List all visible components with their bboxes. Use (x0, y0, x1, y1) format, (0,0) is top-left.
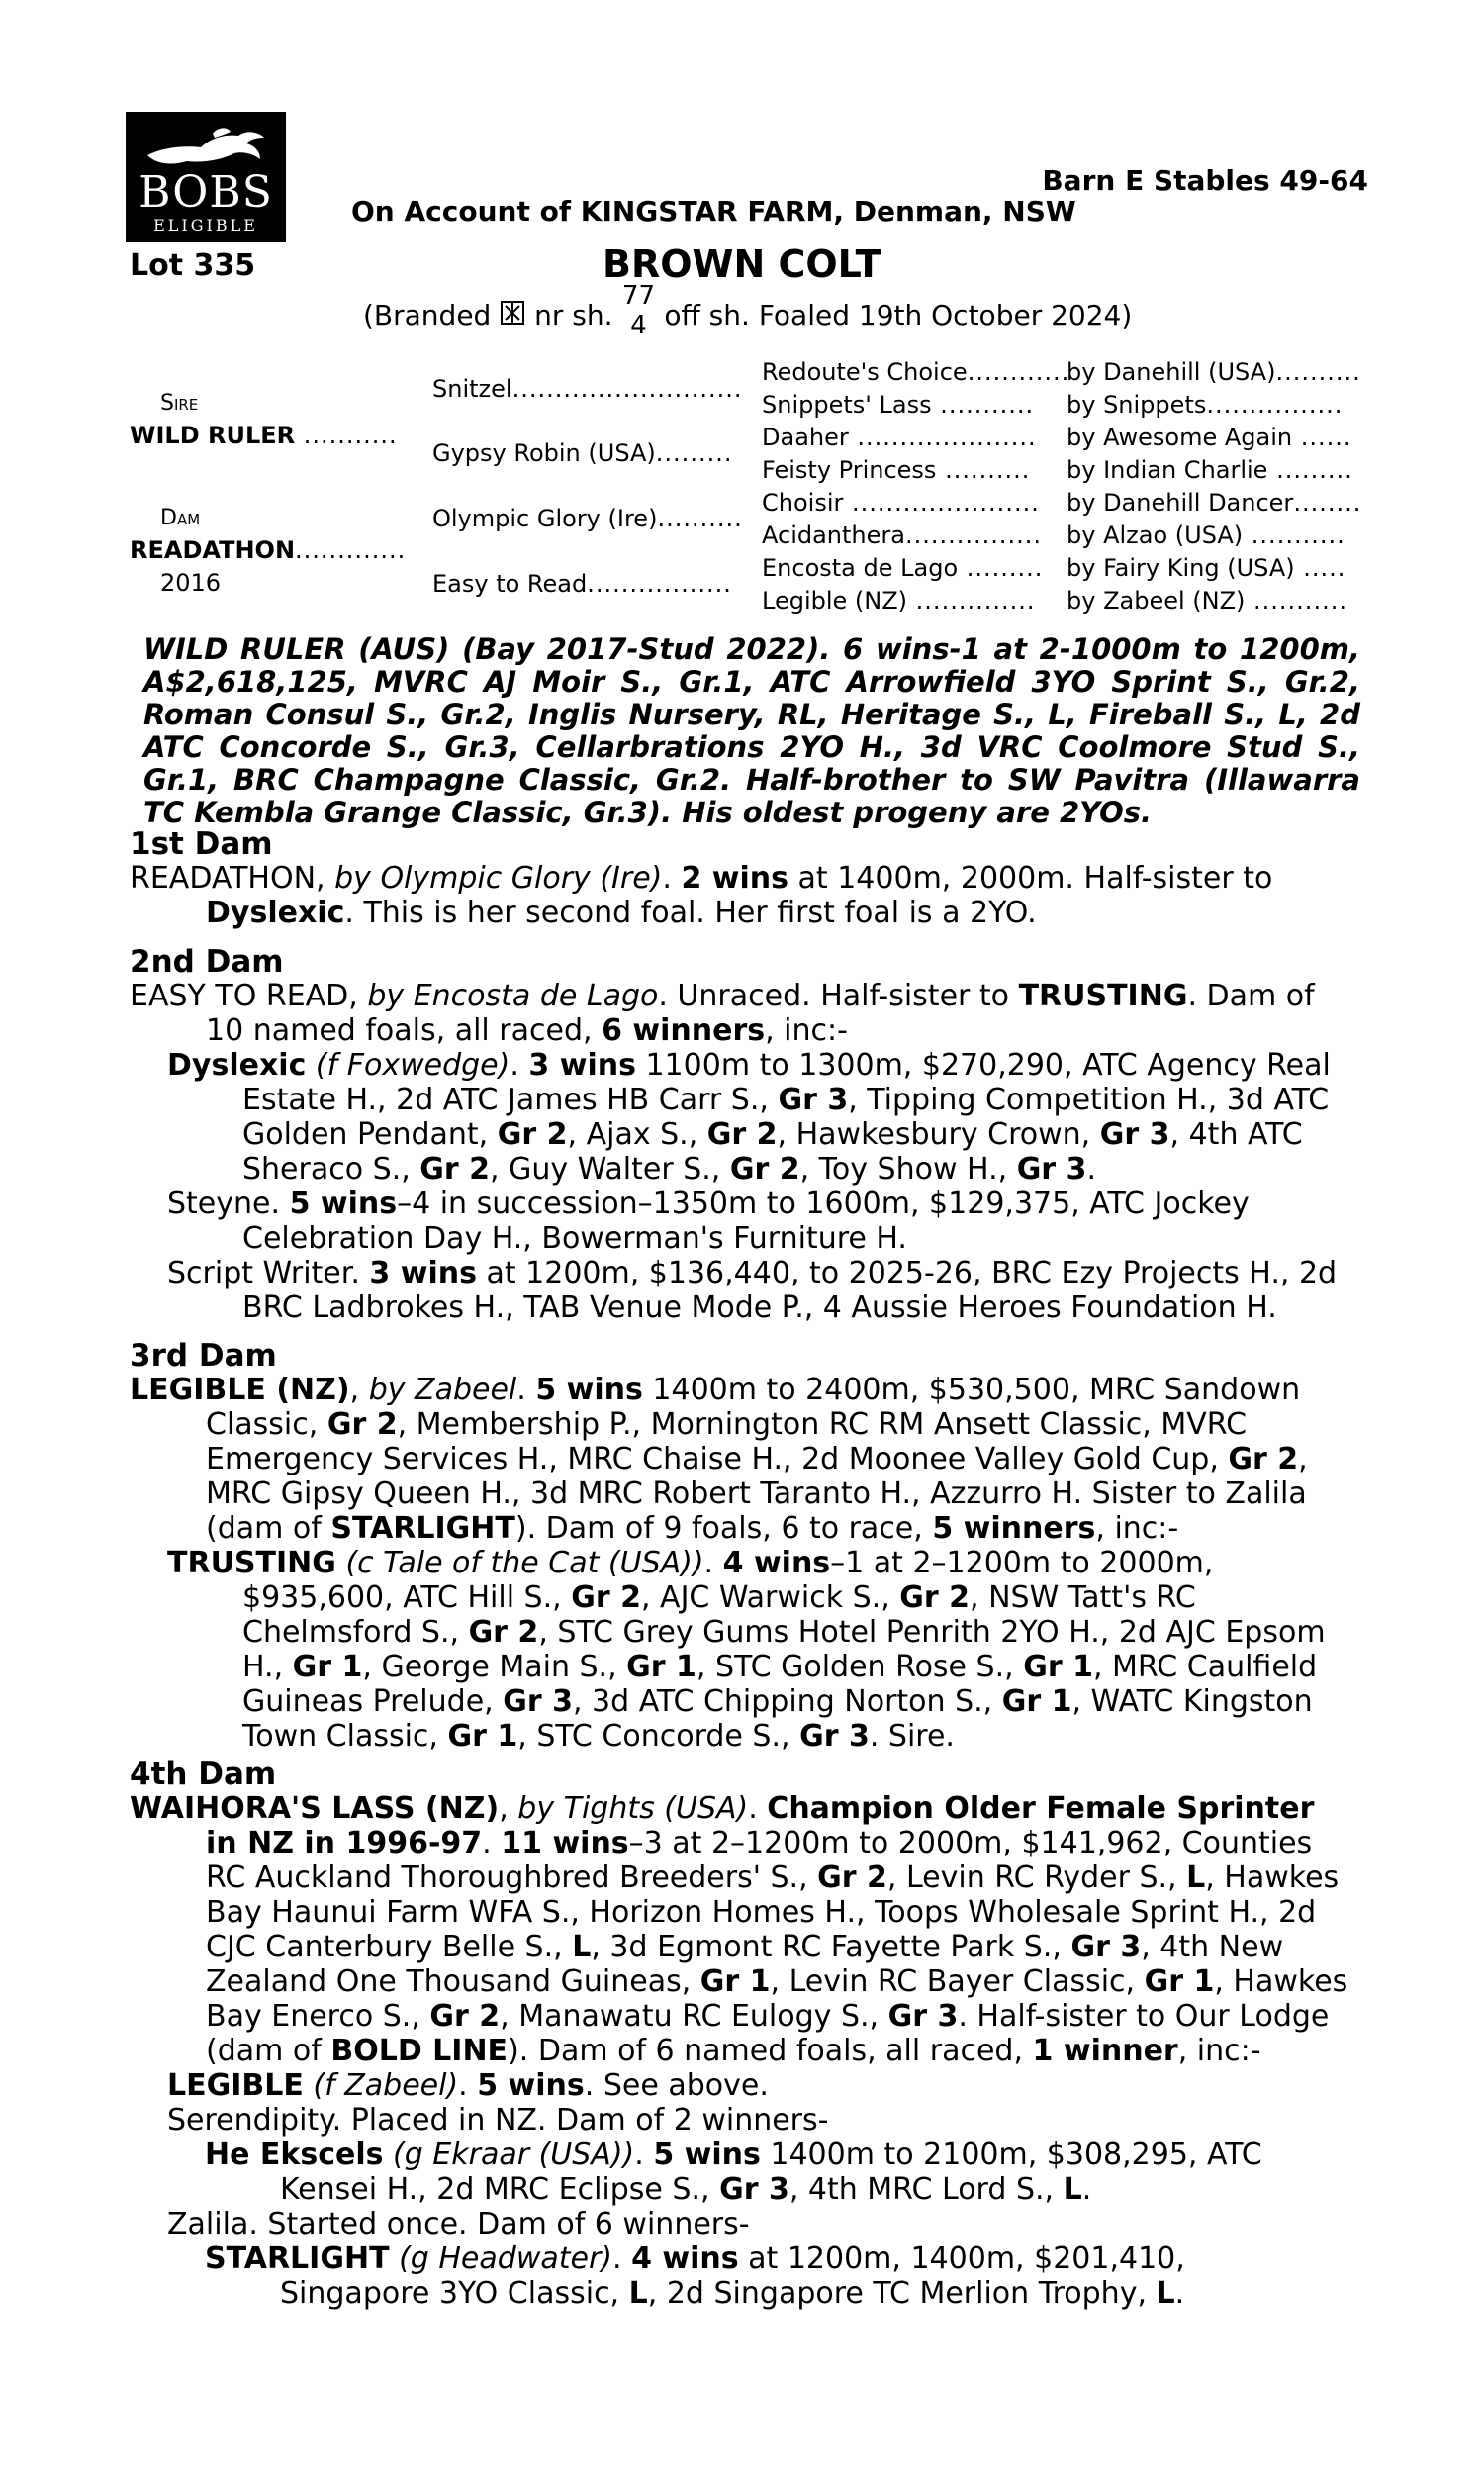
sire-name: WILD RULER ........... (130, 422, 398, 449)
pedigree-gen4-7: by Fairy King (USA) ..... (1067, 554, 1346, 582)
pedigree-gen3-2: Snippets' Lass ........... (762, 391, 1035, 419)
progeny-legible: LEGIBLE (f Zabeel). 5 wins. See above. (167, 2068, 769, 2103)
pedigree-gen3-5: Choisir ...................... (762, 489, 1040, 517)
dam-name: READATHON............. (130, 536, 407, 564)
pedigree-gen3-7: Encosta de Lago ......... (762, 554, 1044, 582)
pedigree-gen4-4: by Indian Charlie ......... (1067, 456, 1353, 484)
dam3-legible: LEGIBLE (NZ), by Zabeel. 5 wins 1400m to 2400m, $530,500, MRC Sandown Classic, Gr 2, Membership P., Mornington RC RM Ansett Classic, MVRC Emergency Services H., MRC Chaise H., 2d Moonee Valley Gold Cup, Gr 2, MRC Gipsy Queen H., 3d MRC Robert Taranto H., Azzurro H. Sister to Zalila (dam of STARLIGHT). Dam of 9 foals, 6 to race, 5 winners, inc:- (130, 1373, 1308, 1546)
progeny-zalila: Zalila. Started once. Dam of 6 winners- (167, 2207, 750, 2241)
brand-off-foaled: off sh. Foaled 19th October 2024) (664, 299, 1133, 332)
horse-jockey-icon (143, 126, 268, 171)
pedigree-gen2-1: Snitzel........................... (432, 375, 743, 403)
progeny-steyne: Steyne. 5 wins–4 in succession–1350m to 1600m, $129,375, ATC Jockey Celebration Day H., Bowerman's Furniture H. (167, 1187, 1250, 1256)
pedigree-gen3-3: Daaher ..................... (762, 424, 1037, 451)
progeny-he-ekscels: He Ekscels (g Ekraar (USA)). 5 wins 1400m to 2100m, $308,295, ATC Kensei H., 2d MRC Eclipse S., Gr 3, 4th MRC Lord S., L. (205, 2138, 1262, 2207)
logo-text-eligible: ELIGIBLE (153, 216, 258, 235)
section-1st-dam: 1st Dam (130, 826, 273, 862)
brand-open: (Branded (363, 299, 492, 332)
pedigree-gen3-6: Acidanthera................ (762, 522, 1043, 549)
pedigree-gen2-4: Easy to Read................. (432, 570, 732, 598)
dam-year: 2016 (160, 569, 222, 597)
dam1-readathon: READATHON, by Olympic Glory (Ire). 2 wins at 1400m, 2000m. Half-sister to Dyslexic. This is her second foal. Her first foal is a 2YO. (130, 861, 1273, 930)
dam4-waihoras-lass: WAIHORA'S LASS (NZ), by Tights (USA). Champion Older Female Sprinter in NZ in 1996-97. 11 wins–3 at 2–1200m to 2000m, $141,962, Counties RC Auckland Thoroughbred Breeders' S., Gr 2, Levin RC Ryder S., L, Hawkes Bay Haunui Farm WFA S., Horizon Homes H., Toops Wholesale Sprint H., 2d CJC Canterbury Belle S., L, 3d Egmont RC Fayette Park S., Gr 3, 4th New Zealand One Thousand Guineas, Gr 1, Levin RC Bayer Classic, Gr 1, Hawkes Bay Enerco S., Gr 2, Manawatu RC Eulogy S., Gr 3. Half-sister to Our Lodge (dam of BOLD LINE). Dam of 6 named foals, all raced, 1 winner, inc:- (130, 1791, 1348, 2068)
progeny-serendipity: Serendipity. Placed in NZ. Dam of 2 winners- (167, 2103, 829, 2138)
pedigree-gen4-5: by Danehill Dancer........ (1067, 489, 1362, 517)
section-3rd-dam: 3rd Dam (130, 1338, 277, 1374)
brand-number (621, 281, 655, 340)
pedigree-gen3-1: Redoute's Choice............ (762, 358, 1070, 386)
section-4th-dam: 4th Dam (130, 1757, 277, 1792)
pedigree-gen2-2: Gypsy Robin (USA)......... (432, 439, 733, 467)
progeny-dyslexic: Dyslexic (f Foxwedge). 3 wins 1100m to 1300m, $270,290, ATC Agency Real Estate H., 2d ATC James HB Carr S., Gr 3, Tipping Competition H., 3d ATC Golden Pendant, Gr 2, Ajax S., Gr 2, Hawkesbury Crown, Gr 3, 4th ATC Sheraco S., Gr 2, Guy Walter S., Gr 2, Toy Show H., Gr 3. (167, 1048, 1331, 1187)
pedigree-gen4-1: by Danehill (USA).......... (1067, 358, 1361, 386)
pedigree-gen3-8: Legible (NZ) .............. (762, 587, 1036, 615)
sire-label: Sire (160, 391, 199, 416)
pedigree-gen4-2: by Snippets................ (1067, 391, 1344, 419)
brand-mark-icon (500, 299, 525, 327)
bobs-eligible-logo (126, 112, 286, 242)
brand-number-top: 77 (621, 281, 655, 311)
brand-number-bottom: 4 (630, 311, 647, 340)
brand-nr: nr sh. (534, 299, 613, 332)
pedigree-gen3-4: Feisty Princess .......... (762, 456, 1031, 484)
pedigree-gen2-3: Olympic Glory (Ire).......... (432, 505, 743, 532)
brand-line (363, 281, 1133, 340)
progeny-trusting: TRUSTING (c Tale of the Cat (USA)). 4 wins–1 at 2–1200m to 2000m, $935,600, ATC Hill S., Gr 2, AJC Warwick S., Gr 2, NSW Tatt's RC Chelmsford S., Gr 2, STC Grey Gums Hotel Penrith 2YO H., 2d AJC Epsom H., Gr 1, George Main S., Gr 1, STC Golden Rose S., Gr 1, MRC Caulfield Guineas Prelude, Gr 3, 3d ATC Chipping Norton S., Gr 1, WATC Kingston Town Classic, Gr 1, STC Concorde S., Gr 3. Sire. (167, 1546, 1326, 1754)
pedigree-gen4-6: by Alzao (USA) ........... (1067, 522, 1345, 549)
pedigree-gen4-3: by Awesome Again ...... (1067, 424, 1352, 451)
progeny-starlight: STARLIGHT (g Headwater). 4 wins at 1200m, 1400m, $201,410, Singapore 3YO Classic, L, 2d Singapore TC Merlion Trophy, L. (205, 2241, 1185, 2311)
sire-summary: WILD RULER (AUS) (Bay 2017-Stud 2022). 6 wins-1 at 2-1000m to 1200m, A$2,618,125, MVRC AJ Moir S., Gr.1, ATC Arrowfield 3YO Sprint S., Gr.2, Roman Consul S., Gr.2, Inglis Nursery, RL, Heritage S., L, Fireball S., L, 2d ATC Concorde S., Gr.3, Cellarbrations 2YO H., 3d VRC Coolmore Stud S., Gr.1, BRC Champagne Classic, Gr.2. Half-brother to SW Pavitra (Illawarra TC Kembla Grange Classic, Gr.3). His oldest progeny are 2YOs. (143, 632, 1360, 829)
pedigree-gen4-8: by Zabeel (NZ) ........... (1067, 587, 1347, 615)
progeny-script-writer: Script Writer. 3 wins at 1200m, $136,440, to 2025-26, BRC Ezy Projects H., 2d BRC Ladbrokes H., TAB Venue Mode P., 4 Aussie Heroes Foundation H. (167, 1256, 1338, 1325)
account-line: On Account of KINGSTAR FARM, Denman, NSW (351, 195, 1076, 228)
page-title: BROWN COLT (603, 242, 881, 286)
lot-number: Lot 335 (130, 248, 256, 283)
barn-stables: Barn E Stables 49-64 (1042, 164, 1368, 197)
dam-label: Dam (160, 506, 201, 530)
dam2-easy-to-read: EASY TO READ, by Encosta de Lago. Unraced. Half-sister to TRUSTING. Dam of 10 named foals, all raced, 6 winners, inc:- (130, 979, 1315, 1048)
section-2nd-dam: 2nd Dam (130, 944, 284, 980)
logo-text-bobs: BOBS (139, 167, 273, 218)
